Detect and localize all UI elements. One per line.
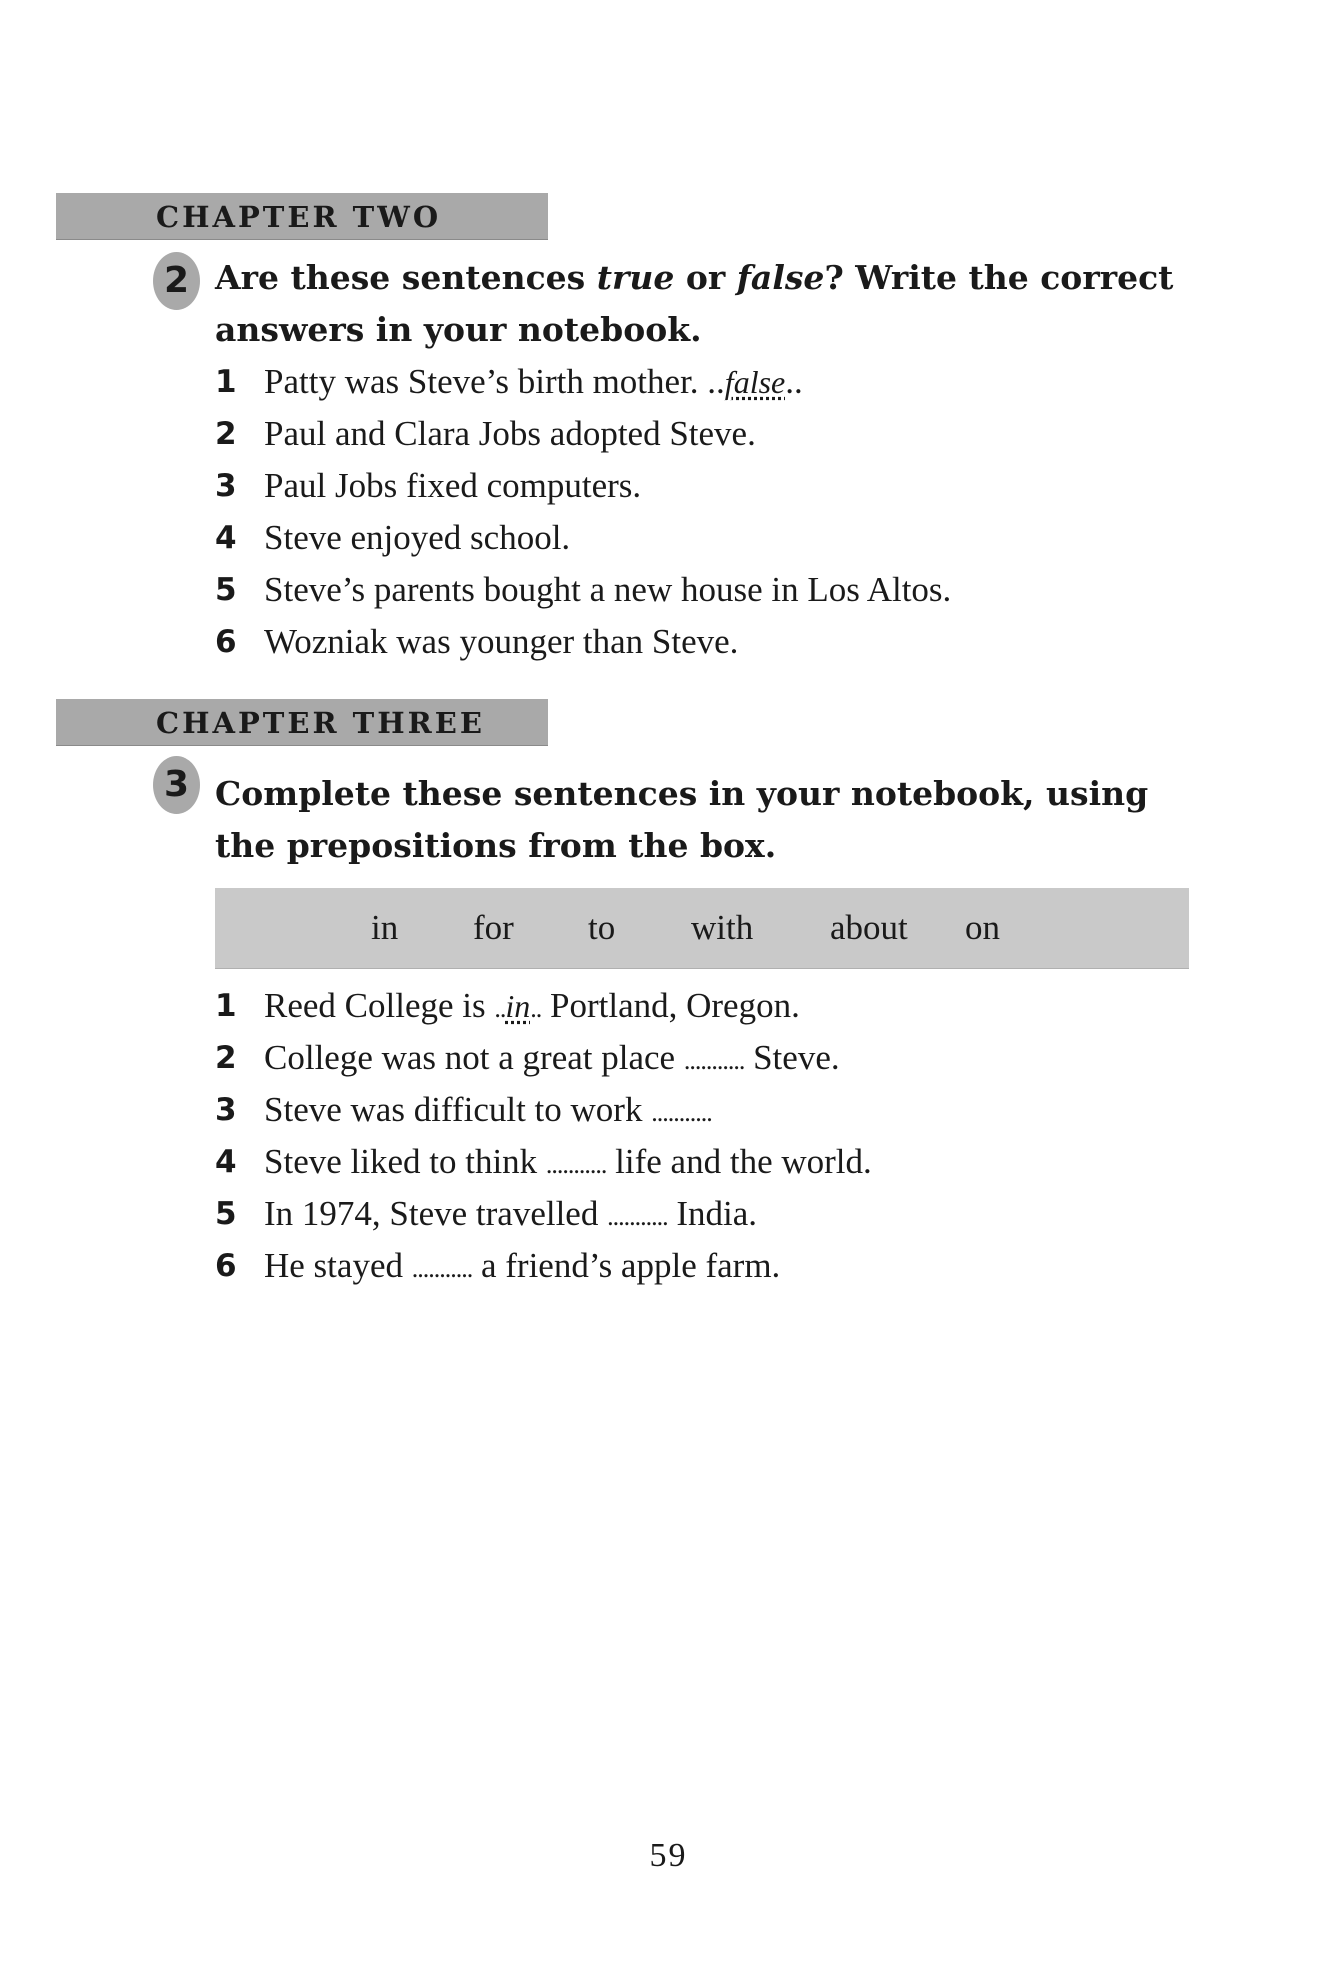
example-answer: false — [724, 364, 786, 400]
item-text-before: College was not a great place — [264, 1038, 684, 1077]
list-item — [215, 1084, 1215, 1136]
item-text: Paul and Clara Jobs adopted Steve. — [264, 414, 756, 453]
exercise-2-number-badge: 2 — [153, 252, 200, 310]
word-box-item: with — [691, 908, 754, 947]
list-item — [215, 356, 1215, 408]
item-text-before: Steve was difficult to work — [264, 1090, 652, 1129]
list-item — [215, 1240, 1215, 1292]
list-item — [215, 1032, 1215, 1084]
answer-blank: ........... — [545, 1150, 607, 1179]
exercise-2-list — [215, 356, 1215, 668]
instruction-part: ? Write the correct answers in your notebook. — [215, 258, 1174, 349]
answer-blank: ........... — [411, 1254, 473, 1283]
word-box-item: to — [588, 908, 616, 947]
item-text-before: Reed College is — [264, 986, 495, 1025]
item-number: 2 — [215, 1040, 237, 1076]
word-box-item: on — [965, 908, 1000, 947]
item-text-after: Portland, Oregon. — [541, 986, 800, 1025]
page-number: 59 — [649, 1837, 688, 1874]
chapter-two-heading: CHAPTER TWO — [156, 200, 442, 234]
item-text-after: life and the world. — [606, 1142, 872, 1181]
item-number: 6 — [215, 1248, 237, 1284]
list-item — [215, 616, 1215, 668]
list-item — [215, 1136, 1215, 1188]
item-dots: .. — [785, 362, 803, 401]
exercise-2-instruction — [215, 252, 1215, 356]
item-text-before: Steve liked to think — [264, 1142, 546, 1181]
item-number: 5 — [215, 1196, 237, 1232]
item-sentence: Patty was Steve’s birth mother. .. — [264, 362, 725, 401]
instruction-false: false — [736, 258, 825, 297]
list-item — [215, 1188, 1215, 1240]
item-text — [264, 356, 803, 408]
list-item — [215, 460, 1215, 512]
list-item — [215, 408, 1215, 460]
item-text: Steve enjoyed school. — [264, 518, 571, 557]
item-text-after: Steve. — [744, 1038, 840, 1077]
item-number: 1 — [215, 988, 237, 1024]
exercise-3-number-badge: 3 — [153, 756, 200, 814]
instruction-part: Are these sentences — [215, 258, 597, 297]
list-item — [215, 980, 1215, 1032]
list-item — [215, 512, 1215, 564]
exercise-3-list — [215, 980, 1215, 1292]
item-dots: .. — [530, 994, 542, 1023]
item-text: Paul Jobs fixed computers. — [264, 466, 642, 505]
item-text — [264, 1032, 840, 1087]
word-box-item: for — [473, 908, 514, 947]
item-number: 3 — [215, 468, 237, 504]
word-box-item: in — [371, 908, 399, 947]
chapter-three-heading: CHAPTER THREE — [156, 706, 485, 740]
instruction-true: true — [596, 258, 675, 297]
instruction-part: or — [674, 258, 737, 297]
item-text — [264, 1136, 872, 1191]
item-number: 6 — [215, 624, 237, 660]
item-text: Wozniak was younger than Steve. — [264, 622, 739, 661]
item-number: 4 — [215, 520, 237, 556]
item-text — [264, 1188, 757, 1243]
chapter-two-heading-band — [56, 193, 548, 240]
item-text: Steve’s parents bought a new house in Los Altos. — [264, 570, 952, 609]
item-text-before: In 1974, Steve travelled — [264, 1194, 608, 1233]
preposition-word-box — [215, 888, 1189, 969]
answer-blank: ........... — [607, 1202, 668, 1231]
list-item — [215, 564, 1215, 616]
item-number: 2 — [215, 416, 237, 452]
item-text-after: India. — [667, 1194, 758, 1233]
exercise-3-instruction: Complete these sentences in your notebook, using the prepositions from the box. — [215, 774, 1149, 865]
item-number: 4 — [215, 1144, 237, 1180]
answer-blank: ........... — [683, 1046, 745, 1075]
item-text — [264, 1240, 780, 1295]
item-dots: .. — [494, 994, 506, 1023]
item-number: 5 — [215, 572, 237, 608]
item-text — [264, 1084, 712, 1139]
item-text-before: He stayed — [264, 1246, 412, 1285]
answer-blank: ........... — [651, 1098, 712, 1127]
item-text-after: a friend’s apple farm. — [472, 1246, 781, 1285]
item-number: 1 — [215, 364, 237, 400]
chapter-three-heading-band — [56, 699, 548, 746]
item-number: 3 — [215, 1092, 237, 1128]
example-answer: in — [505, 988, 531, 1024]
word-box-item: about — [830, 908, 908, 947]
item-text — [264, 980, 800, 1035]
